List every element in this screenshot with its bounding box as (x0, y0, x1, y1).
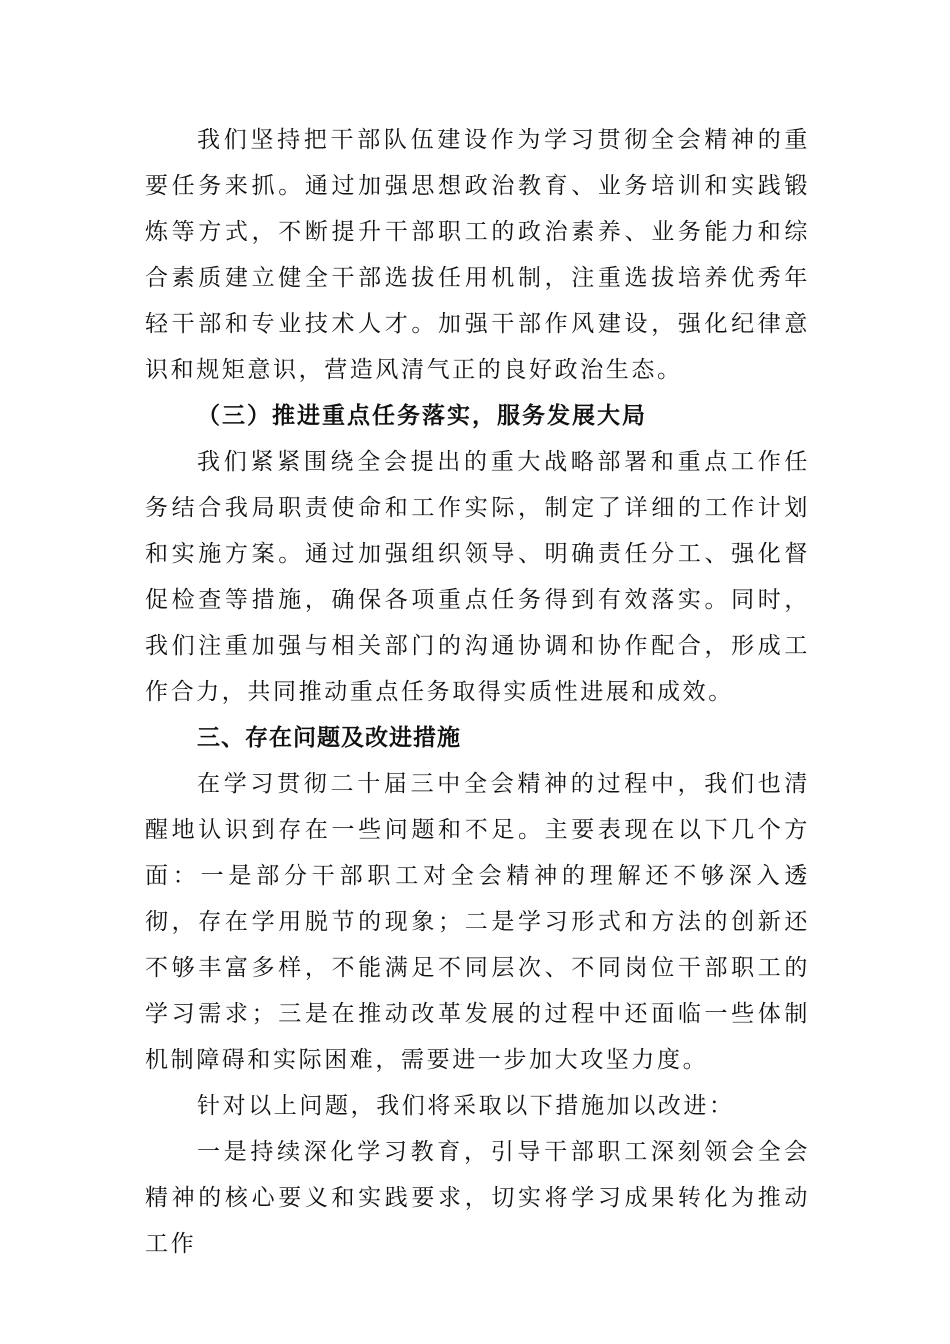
paragraph-improvement-intro: 针对以上问题，我们将采取以下措施加以改进： (197, 1093, 735, 1119)
paragraph-cadre-team-building: 我们坚持把干部队伍建设作为学习贯彻全会精神的重要任务来抓。通过加强思想政治教育、业务培训和实践锻炼等方式，不断提升干部职工的政治素养、业务能力和综合素质建立健全干部选拔任用机制，注重选拔培养优秀年轻干部和专业技术人才。加强干部作风建设，强化纪律意识和规矩意识，营造风清气正的良好政治生态。 (145, 127, 810, 383)
section-heading-problems-and-measures: 三、存在问题及改进措施 (197, 725, 461, 751)
paragraph-key-tasks: 我们紧紧围绕全会提出的重大战略部署和重点工作任务结合我局职责使命和工作实际，制定了详细的工作计划和实施方案。通过加强组织领导、明确责任分工、强化督促检查等措施，确保各项重点任务得到有效落实。同时，我们注重加强与相关部门的沟通协调和协作配合，形成工作合力，共同推动重点任务取得实质性进展和成效。 (145, 449, 810, 705)
paragraph-existing-problems: 在学习贯彻二十届三中全会精神的过程中，我们也清醒地认识到存在一些问题和不足。主要表现在以下几个方面：一是部分干部职工对全会精神的理解还不够深入透彻，存在学用脱节的现象；二是学习形式和方法的创新还不够丰富多样，不能满足不同层次、不同岗位干部职工的学习需求；三是在推动改革发展的过程中还面临一些体制机制障碍和实际困难，需要进一步加大攻坚力度。 (145, 771, 810, 1073)
subheading-key-tasks: （三）推进重点任务落实，服务发展大局 (197, 402, 647, 429)
paragraph-measure-one: 一是持续深化学习教育，引导干部职工深刻领会全会精神的核心要义和实践要求，切实将学习成果转化为推动工作 (145, 1139, 810, 1257)
document-body (145, 117, 810, 1267)
